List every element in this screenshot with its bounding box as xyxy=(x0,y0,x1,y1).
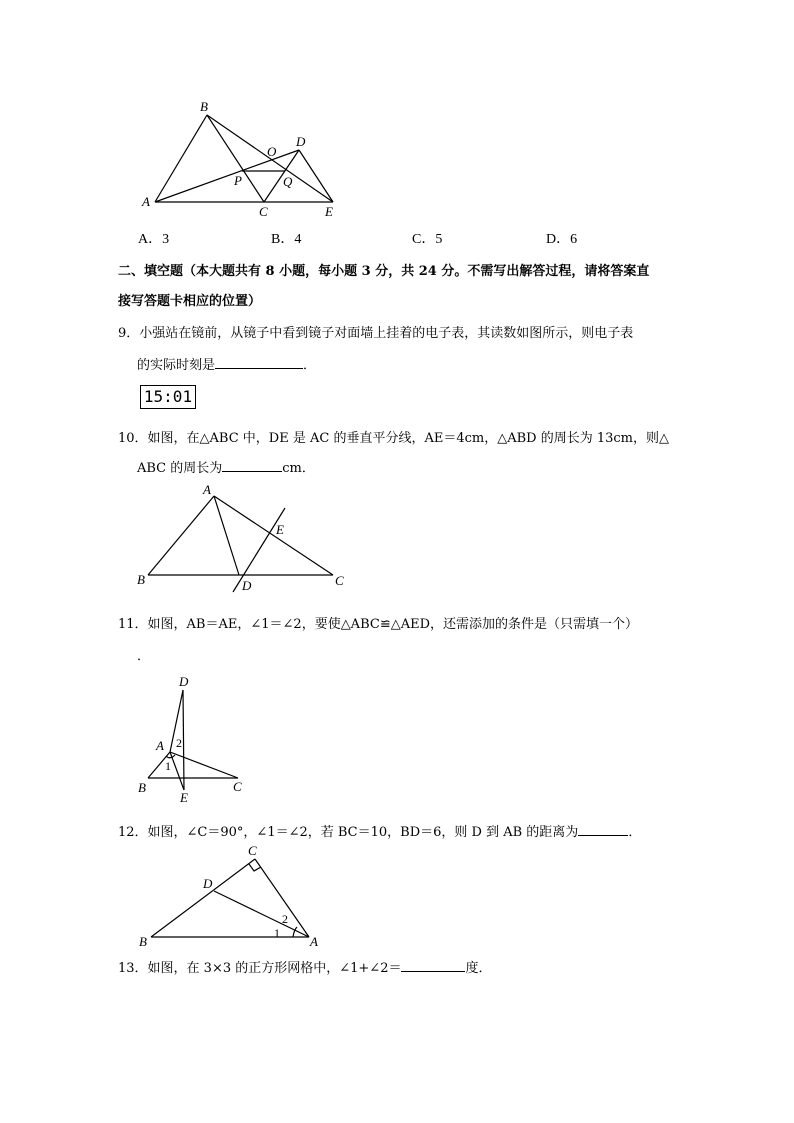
choice-b: B．4 xyxy=(271,232,302,247)
label-D: D xyxy=(179,674,189,689)
q10-unit: cm． xyxy=(282,461,315,476)
label-D: D xyxy=(296,134,306,149)
label-A: A xyxy=(142,194,150,209)
label-D: D xyxy=(203,876,213,891)
q9-line1: 9．小强站在镜前，从镜子中看到镜子对面墙上挂着的电子表，其读数如图所示，则电子表 xyxy=(118,326,634,341)
choice-c: C．5 xyxy=(412,232,443,247)
label-A: A xyxy=(156,738,164,753)
label-1: 1 xyxy=(165,759,171,773)
label-B: B xyxy=(137,572,145,587)
label-2: 2 xyxy=(282,912,288,926)
q9-end: ． xyxy=(303,358,317,373)
label-E: E xyxy=(325,204,333,219)
label-B: B xyxy=(138,780,146,795)
q13-answer-blank xyxy=(401,958,465,972)
label-E: E xyxy=(276,522,284,537)
label-B: B xyxy=(200,99,208,114)
label-E: E xyxy=(180,790,188,805)
label-B: B xyxy=(139,934,147,949)
label-O: O xyxy=(267,144,277,159)
q10-text: ABC 的周长为 xyxy=(137,461,223,476)
digital-clock: 15:01 xyxy=(140,385,196,409)
choice-a: A．3 xyxy=(138,232,170,247)
label-2: 2 xyxy=(176,736,182,750)
q10-line1: 10．如图，在△ABC 中，DE 是 AC 的垂直平分线，AE＝4cm，△ABD 的周长为 13cm，则△ xyxy=(118,431,669,446)
q11-line2: ． xyxy=(137,649,151,664)
label-Q: Q xyxy=(283,174,293,189)
q13-end: 度． xyxy=(465,961,492,976)
q13-line1 xyxy=(118,957,491,976)
q12-text: 12．如图，∠C＝90°，∠1＝∠2，若 BC＝10，BD＝6，则 D 到 AB 的距离为 xyxy=(118,825,579,840)
q11-line1: 11．如图，AB＝AE，∠1＝∠2，要使△ABC≌△AED，还需添加的条件是（只需填一个） xyxy=(118,617,639,632)
label-A: A xyxy=(203,482,211,497)
choice-d: D．6 xyxy=(546,232,578,247)
label-C: C xyxy=(259,204,268,219)
section2-heading-line1: 二、填空题（本大题共有 8 小题，每小题 3 分，共 24 分。不需写出解答过程，请将答案直 xyxy=(118,264,650,279)
q13-text: 13．如图，在 3×3 的正方形网格中，∠1+∠2＝ xyxy=(118,961,402,976)
q9-text: 的实际时刻是 xyxy=(137,358,216,373)
angle-arc xyxy=(293,927,297,937)
q12-end: ． xyxy=(628,825,642,840)
label-1: 1 xyxy=(274,926,280,940)
label-C: C xyxy=(248,843,257,858)
label-C: C xyxy=(233,779,242,794)
label-P: P xyxy=(234,173,242,188)
section2-heading-line2: 接写答题卡相应的位置） xyxy=(118,294,262,309)
label-D: D xyxy=(242,578,252,593)
label-A: A xyxy=(310,934,318,949)
label-C: C xyxy=(335,573,344,588)
seg-BC xyxy=(151,859,255,937)
